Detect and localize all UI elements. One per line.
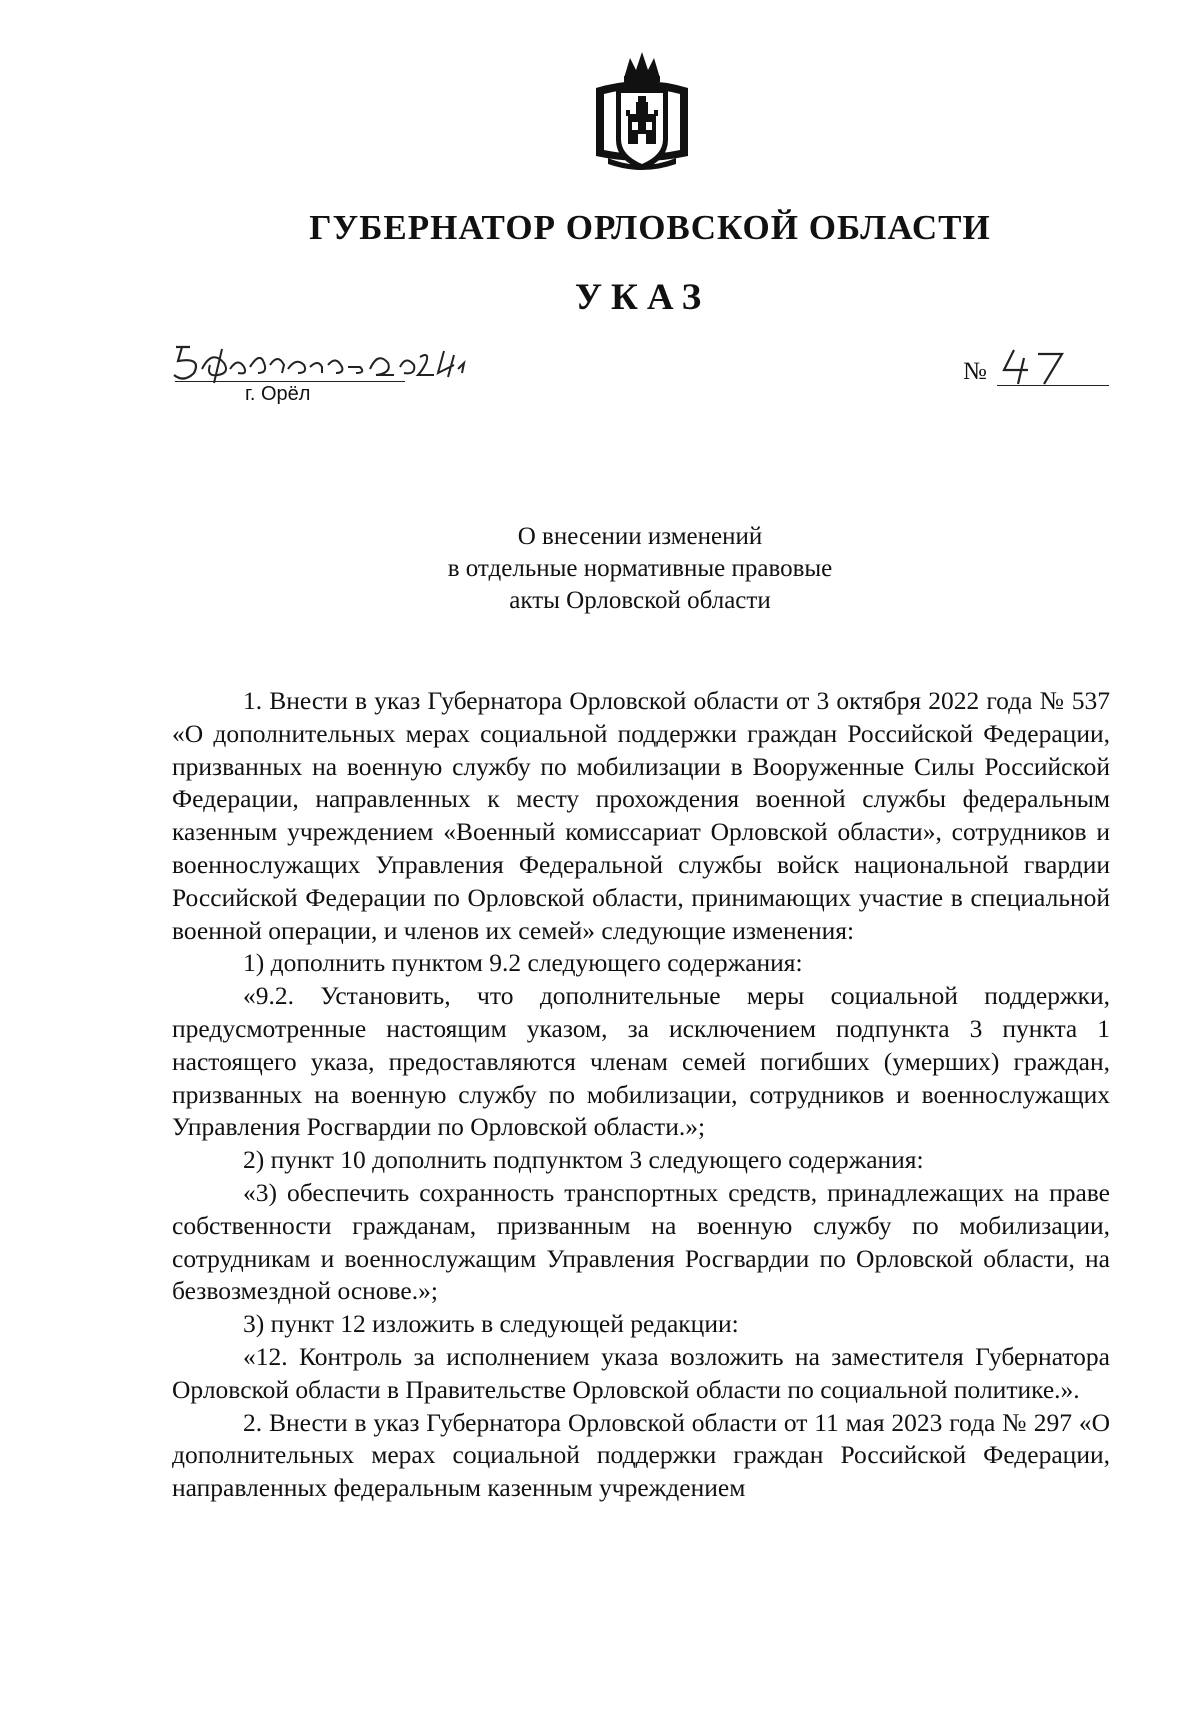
number-underline: [997, 385, 1109, 386]
body-paragraph: «3) обеспечить сохранность транспортных средств, принадлежащих на праве собственности гражданам, призванным на военную службу по мобилизации, сотрудникам и военнослужащим Управления Росгвардии по Орловской области, на безвозмездной основе.»;: [172, 1177, 1110, 1306]
document-subject: [0, 521, 1200, 617]
body-paragraph: 1) дополнить пунктом 9.2 следующего содержания:: [243, 948, 803, 978]
date-underline: [175, 381, 405, 382]
subject-line: О внесении изменений: [517, 523, 763, 550]
coat-of-arms-icon: [590, 48, 694, 176]
body-paragraph: 2. Внести в указ Губернатора Орловской области от 11 мая 2023 года № 297 «О дополнительных мерах социальной поддержки граждан Российской Федерации, направленных федеральным казенным учреждением: [172, 1407, 1110, 1503]
document-type: УКАЗ: [574, 277, 711, 318]
subject-line: акты Орловской области: [509, 587, 771, 614]
place-of-issue: г. Орёл: [245, 383, 311, 405]
handwritten-number: [1000, 346, 1090, 386]
body-paragraph: 3) пункт 12 изложить в следующей редакции:: [243, 1309, 739, 1339]
subject-line: в отдельные нормативные правовые: [447, 555, 833, 582]
body-paragraph: 2) пункт 10 дополнить подпунктом 3 следующего содержания:: [243, 1145, 924, 1175]
body-paragraph: «9.2. Установить, что дополнительные меры социальной поддержки, предусмотренные настоящим указом, за исключением подпункта 3 пункта 1 настоящего указа, предоставляются членам семей погибших (умерших) граждан, призванных на военную службу по мобилизации, сотрудников и военнослужащих Управления Росгвардии по Орловской области.»;: [172, 981, 1110, 1142]
document-body: [172, 685, 1110, 1505]
number-label: №: [963, 358, 987, 385]
body-paragraph: 1. Внести в указ Губернатора Орловской области от 3 октября 2022 года № 537 «О дополнительных мерах социальной поддержки граждан Российской Федерации, призванных на военную службу по мобилизации в Вооруженные Силы Российской Федерации, направленных к месту прохождения военной службы федеральным казенным учреждением «Военный комиссариат Орловской области», сотрудников и военнослужащих Управления Федеральной службы войск национальной гвардии Российской Федерации по Орловской области, принимающих участие в специальной военной операции, и членов их семей» следующие изменения:: [172, 686, 1110, 945]
handwritten-date: [172, 343, 492, 389]
authority-title: ГУБЕРНАТОР ОРЛОВСКОЙ ОБЛАСТИ: [309, 208, 991, 247]
body-paragraph: «12. Контроль за исполнением указа возложить на заместителя Губернатора Орловской области в Правительстве Орловской области по социальной политике.».: [172, 1341, 1110, 1404]
